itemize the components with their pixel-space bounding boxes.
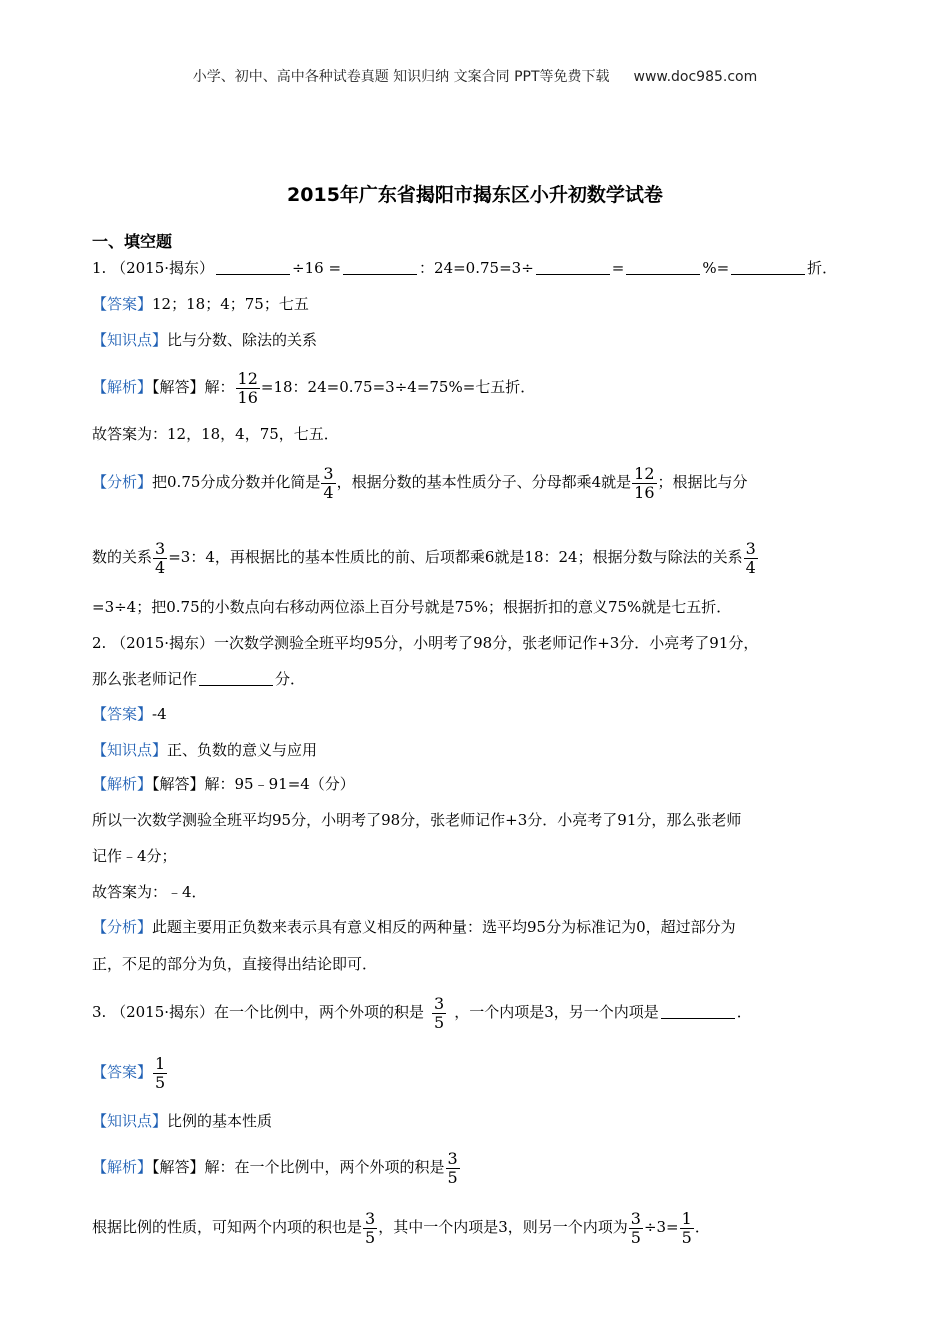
q3-solution: 【解析】【解答】解：在一个比例中，两个外项的积是 $\frac{3}{5}$ [92,1148,458,1187]
fraction: $\frac{12}{16}$ [634,463,655,502]
q1-final: 故答案为：12，18，4，75，七五． [92,425,339,443]
q1-solution: 【解析】【解答】解： $\frac{12}{16}$ =18：24=0.75=3÷4=75%=七五折． [92,368,536,407]
q1-blank-2[interactable] [343,259,417,275]
q1-knowledge: 【知识点】比与分数、除法的关系 [92,331,318,349]
fraction: $\frac{3}{4}$ [155,538,166,577]
q1-stem: 1. （2015·揭东） ÷16 = ：24=0.75=3÷ = %= 折． [92,259,838,277]
fraction: $\frac{3}{5}$ [447,1148,458,1187]
analysis-tag: 【解析】 [92,378,153,396]
fraction: $\frac{3}{5}$ [630,1208,641,1247]
knowledge-tag: 【知识点】 [92,331,168,349]
q2-solution: 【解析】【解答】解：95﹣91=4（分） [92,775,355,793]
fraction: $\frac{3}{5}$ [434,993,445,1032]
review-tag: 【分析】 [92,473,153,491]
q2-body-2: 记作﹣4分； [92,847,177,865]
fraction: $\frac{1}{5}$ [681,1208,692,1247]
q1-blank-5[interactable] [731,259,805,275]
knowledge-tag: 【知识点】 [92,741,168,759]
fraction: $\frac{3}{4}$ [745,538,756,577]
fraction: $\frac{1}{5}$ [155,1053,166,1092]
q2-answer: 【答案】-4 [92,705,167,723]
q1-analysis-1: 【分析】把0.75分成分数并化简是 $\frac{3}{4}$ ，根据分数的基本性质分子、分母都乘4就是 $\frac{12}{16}$ ；根据比与分 [92,463,748,502]
q3-stem: 3. （2015·揭东）在一个比例中，两个外项的积是 $\frac{3}{5}$ ，一个内项是3，另一个内项是 ． [92,993,752,1032]
q3-blank[interactable] [661,1003,735,1019]
answer-tag: 【答案】 [92,1063,153,1081]
fraction: $\frac{3}{4}$ [323,463,334,502]
q3-conclusion: 根据比例的性质，可知两个内项的积也是 $\frac{3}{5}$ ，其中一个内项是3，则另一个内项为 $\frac{3}{5}$ ÷3= $\frac{1}{5}$ ． [92,1208,710,1247]
q3-knowledge: 【知识点】比例的基本性质 [92,1112,273,1130]
q1-answer: 【答案】12；18；4；75；七五 [92,295,309,313]
q1-blank-3[interactable] [536,259,610,275]
q2-analysis-2: 正，不足的部分为负，直接得出结论即可． [92,955,378,973]
q1-analysis-2: 数的关系 $\frac{3}{4}$ =3：4，再根据比的基本性质比的前、后项都乘6就是18：24；根据分数与除法的关系 $\frac{3}{4}$ [92,538,756,577]
q2-stem-1: 2. （2015·揭东）一次数学测验全班平均95分，小明考了98分，张老师记作+3分．小亮考了91分， [92,634,759,652]
analysis-tag: 【解析】 [92,775,153,793]
review-tag: 【分析】 [92,918,153,936]
q3-answer [92,1050,168,1094]
q2-blank[interactable] [199,670,273,686]
page-title: 2015年广东省揭阳市揭东区小升初数学试卷 [287,184,663,206]
analysis-tag: 【解析】 [92,1158,153,1176]
q2-body-1: 所以一次数学测验全班平均95分，小明考了98分，张老师记作+3分．小亮考了91分，那么张老师 [92,811,742,829]
page-header [0,66,950,86]
q1-blank-4[interactable] [626,259,700,275]
header-site-link[interactable]: www.doc985.com [633,69,758,85]
fraction: $\frac{3}{5}$ [365,1208,376,1247]
q2-final: 故答案为：﹣4． [92,883,207,901]
q2-knowledge: 【知识点】正、负数的意义与应用 [92,741,318,759]
answer-tag: 【答案】 [92,705,153,723]
q1-blank-1[interactable] [216,259,290,275]
knowledge-tag: 【知识点】 [92,1112,168,1130]
fraction: $\frac{12}{16}$ [237,368,258,407]
section-heading: 一、填空题 [92,232,173,251]
answer-tag: 【答案】 [92,295,153,313]
q2-stem-2: 那么张老师记作 分． [92,670,306,688]
q2-analysis-1: 【分析】此题主要用正负数来表示具有意义相反的两种量：选平均95分为标准记为0，超过部分为 [92,918,736,936]
header-text: 小学、初中、高中各种试卷真题 知识归纳 文案合同 PPT等免费下载 [192,69,610,85]
q1-analysis-3: =3÷4；把0.75的小数点向右移动两位添上百分号就是75%；根据折扣的意义75%就是七五折． [92,598,732,616]
